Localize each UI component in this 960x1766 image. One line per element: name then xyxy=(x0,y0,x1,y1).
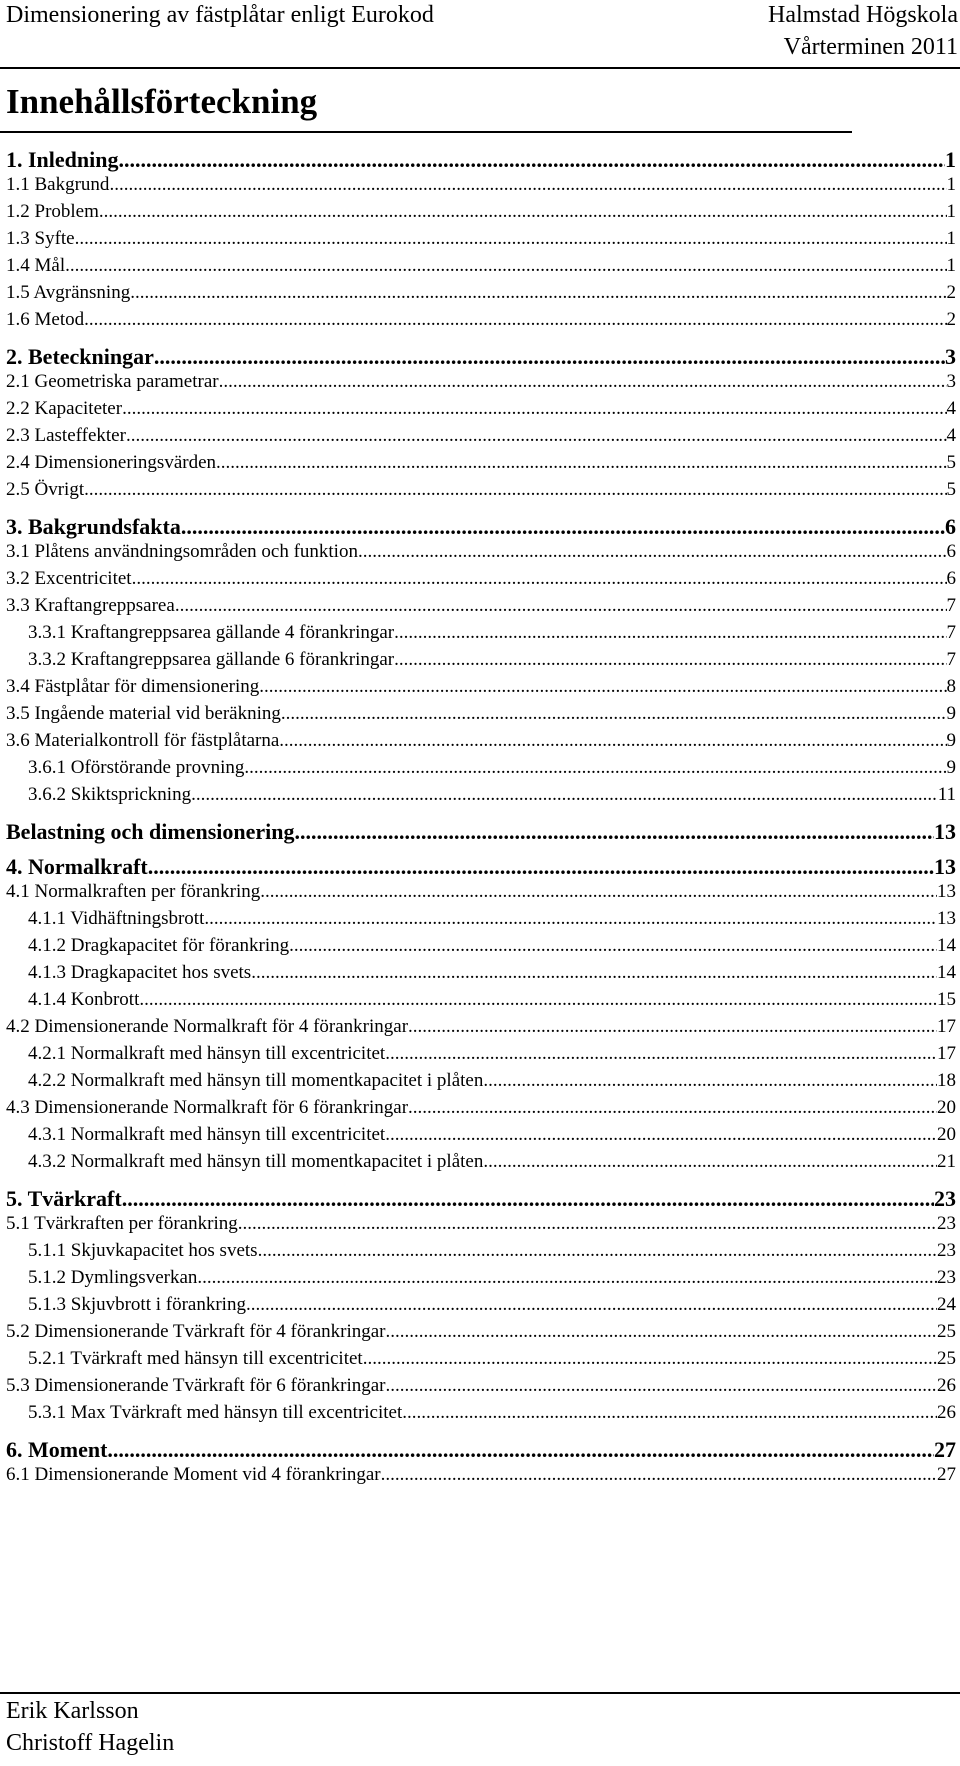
toc-entry-page-number: 23 xyxy=(937,1267,956,1288)
toc-entry-leader xyxy=(175,595,947,617)
toc-entry-leader xyxy=(126,425,947,447)
toc-entry[interactable] xyxy=(6,881,956,911)
toc-entry-label: 1.4 Mål xyxy=(6,255,66,276)
toc-entry-page-number: 24 xyxy=(937,1294,956,1315)
toc-entry[interactable] xyxy=(6,309,956,339)
toc-entry-leader xyxy=(84,479,946,501)
toc-entry-page-number: 23 xyxy=(934,1186,956,1211)
toc-entry-page-number: 1 xyxy=(946,255,956,276)
toc-entry[interactable] xyxy=(28,622,956,652)
toc-entry-label: 5.1 Tvärkraften per förankring xyxy=(6,1213,238,1234)
toc-entry-leader xyxy=(148,854,934,880)
toc-entry-leader xyxy=(238,1213,937,1235)
toc-entry-page-number: 4 xyxy=(946,425,956,446)
toc-entry-page-number: 6 xyxy=(946,568,956,589)
toc-entry-leader xyxy=(281,703,947,725)
toc-entry-leader xyxy=(219,371,947,393)
toc-entry[interactable] xyxy=(6,228,956,258)
toc-entry[interactable] xyxy=(6,201,956,231)
toc-entry-leader xyxy=(122,398,946,420)
header-institution: Halmstad Högskola xyxy=(768,2,958,28)
toc-entry-leader xyxy=(204,908,937,930)
toc-entry-label: 5.1.2 Dymlingsverkan xyxy=(28,1267,198,1288)
toc-entry[interactable] xyxy=(6,1213,956,1243)
toc-entry-label: 4.1.1 Vidhäftningsbrott xyxy=(28,908,205,929)
toc-entry-page-number: 20 xyxy=(937,1097,956,1118)
toc-entry-label: Belastning och dimensionering xyxy=(6,819,295,844)
toc-entry-label: 5.2.1 Tvärkraft med hänsyn till excentricitet xyxy=(28,1348,363,1369)
toc-entry[interactable] xyxy=(28,1294,956,1324)
toc-entry-leader xyxy=(99,201,947,223)
toc-entry-page-number: 27 xyxy=(934,1437,956,1462)
toc-entry-leader xyxy=(258,1240,937,1262)
toc-entry[interactable] xyxy=(6,1464,956,1494)
toc-entry[interactable] xyxy=(6,282,956,312)
toc-entry-page-number: 3 xyxy=(946,371,956,392)
toc-entry[interactable] xyxy=(6,568,956,598)
toc-entry-label: 3.3.2 Kraftangreppsarea gällande 6 förankringar xyxy=(28,649,395,670)
toc-entry-page-number: 2 xyxy=(946,309,956,330)
toc-entry-page-number: 4 xyxy=(946,398,956,419)
toc-entry-label: 2. Beteckningar xyxy=(6,344,154,369)
toc-entry-leader xyxy=(246,1294,937,1316)
toc-entry-label: 5.3.1 Max Tvärkraft med hänsyn till excentricitet xyxy=(28,1402,403,1423)
toc-entry-leader xyxy=(122,1186,934,1212)
toc-entry-label: 4.1.4 Konbrott xyxy=(28,989,140,1010)
toc-entry-page-number: 3 xyxy=(945,344,956,369)
toc-entry[interactable] xyxy=(6,452,956,482)
toc-entry[interactable] xyxy=(6,1437,956,1467)
toc-entry[interactable] xyxy=(6,1016,956,1046)
toc-entry-page-number: 26 xyxy=(937,1375,956,1396)
toc-entry-page-number: 9 xyxy=(946,703,956,724)
footer-divider xyxy=(0,1692,960,1694)
toc-entry[interactable] xyxy=(6,819,956,849)
toc-entry-leader xyxy=(109,174,946,196)
toc-entry-leader xyxy=(181,514,945,540)
toc-entry-label: 1.3 Syfte xyxy=(6,228,75,249)
toc-entry-page-number: 1 xyxy=(946,174,956,195)
toc-entry[interactable] xyxy=(6,595,956,625)
toc-entry-page-number: 6 xyxy=(945,514,956,539)
toc-entry[interactable] xyxy=(28,784,956,814)
toc-entry[interactable] xyxy=(28,1348,956,1378)
toc-entry-leader xyxy=(251,962,937,984)
toc-entry-page-number: 13 xyxy=(937,908,956,929)
toc-entry-label: 1.2 Problem xyxy=(6,201,99,222)
toc-entry-leader xyxy=(119,147,946,173)
toc-entry[interactable] xyxy=(6,730,956,760)
toc-entry-leader xyxy=(408,1097,937,1119)
toc-entry-leader xyxy=(394,622,946,644)
toc-entry[interactable] xyxy=(6,1321,956,1351)
toc-entry[interactable] xyxy=(6,854,956,884)
toc-entry-leader xyxy=(197,1267,937,1289)
toc-entry-page-number: 13 xyxy=(937,881,956,902)
toc-entry-page-number: 13 xyxy=(934,854,956,879)
toc-entry-label: 6. Moment xyxy=(6,1437,108,1462)
toc-entry-leader xyxy=(358,541,947,563)
toc-entry-page-number: 5 xyxy=(946,452,956,473)
toc-entry[interactable] xyxy=(28,908,956,938)
toc-entry-leader xyxy=(132,568,947,590)
toc-entry-leader xyxy=(402,1402,937,1424)
toc-entry-label: 2.5 Övrigt xyxy=(6,479,85,500)
toc-entry[interactable] xyxy=(28,1070,956,1100)
header-divider xyxy=(0,67,960,69)
toc-entry-page-number: 1 xyxy=(946,201,956,222)
toc-title-underline xyxy=(0,131,852,133)
toc-entry-leader xyxy=(216,452,946,474)
toc-entry-leader xyxy=(130,282,946,304)
toc-entry-label: 3.6 Materialkontroll för fästplåtarna xyxy=(6,730,280,751)
toc-entry[interactable] xyxy=(28,1240,956,1270)
toc-entry[interactable] xyxy=(6,147,956,177)
toc-entry-leader xyxy=(289,935,937,957)
toc-entry-label: 1. Inledning xyxy=(6,147,119,172)
toc-entry-label: 1.5 Avgränsning xyxy=(6,282,131,303)
toc-entry-page-number: 26 xyxy=(937,1402,956,1423)
toc-entry-page-number: 17 xyxy=(937,1043,956,1064)
toc-entry-leader xyxy=(483,1070,937,1092)
toc-entry-leader xyxy=(84,309,946,331)
toc-entry-leader xyxy=(154,344,945,370)
toc-entry-leader xyxy=(279,730,946,752)
header-term: Vårterminen 2011 xyxy=(783,34,958,60)
toc-entry-leader xyxy=(139,989,937,1011)
toc-entry-label: 4.1.3 Dragkapacitet hos svets xyxy=(28,962,252,983)
toc-entry[interactable] xyxy=(28,935,956,965)
toc-entry-page-number: 23 xyxy=(937,1240,956,1261)
toc-entry[interactable] xyxy=(28,1043,956,1073)
toc-entry[interactable] xyxy=(6,371,956,401)
toc-entry-label: 3.4 Fästplåtar för dimensionering xyxy=(6,676,260,697)
toc-entry-label: 4.3.2 Normalkraft med hänsyn till momentkapacitet i plåten xyxy=(28,1151,484,1172)
toc-entry[interactable] xyxy=(28,962,956,992)
toc-entry-page-number: 8 xyxy=(946,676,956,697)
toc-entry[interactable] xyxy=(6,255,956,285)
toc-entry-label: 1.6 Metod xyxy=(6,309,85,330)
toc-entry-label: 3.3 Kraftangreppsarea xyxy=(6,595,175,616)
toc-entry-label: 3.6.2 Skiktsprickning xyxy=(28,784,192,805)
toc-entry-leader xyxy=(385,1124,937,1146)
footer-author-2: Christoff Hagelin xyxy=(6,1730,175,1756)
toc-entry-page-number: 21 xyxy=(937,1151,956,1172)
toc-entry-leader xyxy=(386,1375,937,1397)
toc-entry-leader xyxy=(294,819,934,845)
toc-entry-label: 3. Bakgrundsfakta xyxy=(6,514,181,539)
toc-entry[interactable] xyxy=(28,649,956,679)
toc-entry-page-number: 23 xyxy=(937,1213,956,1234)
toc-entry-label: 4.1.2 Dragkapacitet för förankring xyxy=(28,935,290,956)
toc-entry-page-number: 18 xyxy=(937,1070,956,1091)
toc-entry-label: 4.2 Dimensionerande Normalkraft för 4 förankringar xyxy=(6,1016,409,1037)
toc-entry-leader xyxy=(107,1437,934,1463)
toc-entry-leader xyxy=(75,228,947,250)
toc-entry-leader xyxy=(191,784,938,806)
toc-entry[interactable] xyxy=(6,344,956,374)
toc-entry[interactable] xyxy=(6,514,956,544)
toc-entry[interactable] xyxy=(6,541,956,571)
toc-entry-leader xyxy=(385,1043,937,1065)
toc-entry-label: 6.1 Dimensionerande Moment vid 4 förankringar xyxy=(6,1464,381,1485)
toc-entry[interactable] xyxy=(6,398,956,428)
toc-entry[interactable] xyxy=(6,174,956,204)
toc-entry-label: 4.1 Normalkraften per förankring xyxy=(6,881,261,902)
toc-entry-page-number: 1 xyxy=(945,147,956,172)
toc-entry-page-number: 5 xyxy=(946,479,956,500)
toc-entry-label: 4.2.1 Normalkraft med hänsyn till excentricitet xyxy=(28,1043,386,1064)
toc-entry-label: 3.1 Plåtens användningsområden och funktion xyxy=(6,541,358,562)
toc-entry[interactable] xyxy=(28,1267,956,1297)
toc-entry-page-number: 7 xyxy=(946,649,956,670)
toc-entry-page-number: 7 xyxy=(946,595,956,616)
toc-entry-page-number: 7 xyxy=(946,622,956,643)
toc-entry-label: 3.5 Ingående material vid beräkning xyxy=(6,703,281,724)
toc-entry-leader xyxy=(483,1151,937,1173)
toc-entry-leader xyxy=(408,1016,937,1038)
toc-entry[interactable] xyxy=(6,1375,956,1405)
toc-entry[interactable] xyxy=(28,757,956,787)
toc-entry-label: 3.6.1 Oförstörande provning xyxy=(28,757,245,778)
toc-entry-page-number: 2 xyxy=(946,282,956,303)
toc-entry[interactable] xyxy=(6,703,956,733)
toc-entry-leader xyxy=(363,1348,937,1370)
toc-entry-label: 1.1 Bakgrund xyxy=(6,174,110,195)
toc-entry-page-number: 13 xyxy=(934,819,956,844)
toc-entry-label: 3.2 Excentricitet xyxy=(6,568,132,589)
toc-entry-label: 4. Normalkraft xyxy=(6,854,148,879)
toc-title: Innehållsförteckning xyxy=(6,82,318,121)
toc-entry-label: 5.2 Dimensionerande Tvärkraft för 4 förankringar xyxy=(6,1321,386,1342)
toc-entry-page-number: 14 xyxy=(937,935,956,956)
toc-entry-label: 2.1 Geometriska parametrar xyxy=(6,371,219,392)
toc-entry-label: 2.2 Kapaciteter xyxy=(6,398,123,419)
toc-entry-page-number: 17 xyxy=(937,1016,956,1037)
toc-entry-leader xyxy=(65,255,946,277)
toc-entry-label: 5. Tvärkraft xyxy=(6,1186,122,1211)
toc-entry-label: 5.1.3 Skjuvbrott i förankring xyxy=(28,1294,246,1315)
toc-entry-label: 2.4 Dimensioneringsvärden xyxy=(6,452,217,473)
toc-entry-page-number: 11 xyxy=(937,784,956,805)
toc-entry[interactable] xyxy=(28,1402,956,1432)
toc-entry-label: 5.3 Dimensionerande Tvärkraft för 6 förankringar xyxy=(6,1375,386,1396)
header-document-title: Dimensionering av fästplåtar enligt Eurokod xyxy=(6,2,434,28)
toc-entry-page-number: 27 xyxy=(937,1464,956,1485)
toc-entry-leader xyxy=(381,1464,937,1486)
toc-entry-label: 2.3 Lasteffekter xyxy=(6,425,126,446)
toc-entry-leader xyxy=(394,649,946,671)
toc-entry-page-number: 1 xyxy=(946,228,956,249)
toc-entry-label: 4.3 Dimensionerande Normalkraft för 6 förankringar xyxy=(6,1097,409,1118)
toc-entry-page-number: 25 xyxy=(937,1321,956,1342)
toc-entry-page-number: 6 xyxy=(946,541,956,562)
toc-entry-label: 4.3.1 Normalkraft med hänsyn till excentricitet xyxy=(28,1124,386,1145)
toc-entry-page-number: 20 xyxy=(937,1124,956,1145)
toc-entry[interactable] xyxy=(6,676,956,706)
toc-entry[interactable] xyxy=(28,989,956,1019)
toc-entry-leader xyxy=(260,881,937,903)
toc-entry-label: 4.2.2 Normalkraft med hänsyn till momentkapacitet i plåten xyxy=(28,1070,484,1091)
toc-entry-page-number: 9 xyxy=(946,730,956,751)
toc-entry[interactable] xyxy=(28,1151,956,1181)
toc-entry-leader xyxy=(259,676,946,698)
toc-entry[interactable] xyxy=(6,1097,956,1127)
toc-entry-page-number: 9 xyxy=(946,757,956,778)
toc-entry-page-number: 14 xyxy=(937,962,956,983)
toc-entry-label: 3.3.1 Kraftangreppsarea gällande 4 förankringar xyxy=(28,622,395,643)
footer-author-1: Erik Karlsson xyxy=(6,1698,139,1724)
toc-entry[interactable] xyxy=(6,479,956,509)
toc-entry[interactable] xyxy=(6,1186,956,1216)
toc-entry-leader xyxy=(386,1321,937,1343)
toc-entry-label: 5.1.1 Skjuvkapacitet hos svets xyxy=(28,1240,258,1261)
page-header xyxy=(0,0,960,70)
toc-entry-page-number: 15 xyxy=(937,989,956,1010)
toc-entry-leader xyxy=(244,757,946,779)
toc-entry[interactable] xyxy=(28,1124,956,1154)
toc-entry-page-number: 25 xyxy=(937,1348,956,1369)
toc-entry[interactable] xyxy=(6,425,956,455)
